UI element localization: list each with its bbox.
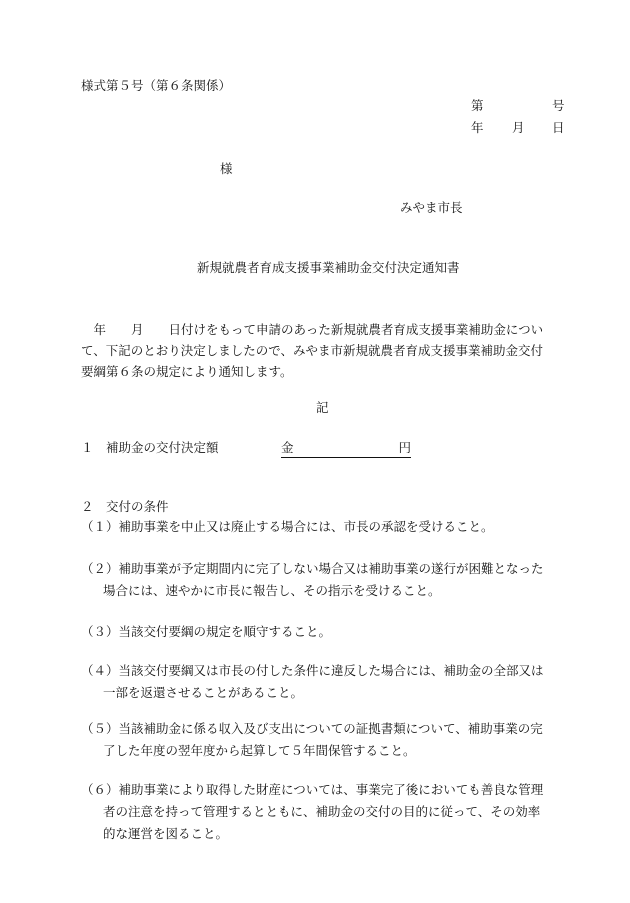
- condition-3: [81, 621, 581, 643]
- amount-prefix: 金: [281, 440, 294, 455]
- item2-label: 交付の条件: [106, 499, 169, 514]
- doc-date-year: 年: [471, 120, 484, 135]
- condition-number: （１）: [81, 519, 119, 534]
- item1-number: １: [81, 440, 94, 455]
- condition-text: 了した年度の翌年度から起算して５年間保管すること。: [103, 743, 416, 758]
- condition-text: 補助事業が予定期間内に完了しない場合又は補助事業の遂行が困難となった: [118, 561, 544, 576]
- doc-date-month: 月: [512, 120, 525, 135]
- condition-text: 当該交付要綱又は市長の付した条件に違反した場合には、補助金の全部又は: [118, 663, 544, 678]
- ki-heading: 記: [316, 400, 329, 415]
- addressee-honorific: 様: [220, 161, 233, 176]
- condition-text: 者の注意を持って管理するとともに、補助金の交付の目的に従って、その効率: [103, 804, 541, 819]
- condition-text: 当該交付要綱の規定を順守すること。: [118, 624, 332, 639]
- item2-number: ２: [81, 499, 94, 514]
- document-title: 新規就農者育成支援事業補助金交付決定通知書: [197, 260, 460, 275]
- doc-number-prefix: 第: [471, 98, 484, 113]
- condition-5: [81, 718, 581, 762]
- body-line: 年 月 日付けをもって申請のあった新規就農者育成支援事業補助金につい: [81, 322, 544, 337]
- condition-text: 的な運営を図ること。: [103, 826, 229, 841]
- condition-text: 場合には、速やかに市長に報告し、その指示を受けること。: [103, 583, 441, 598]
- issuer: みやま市長: [400, 200, 463, 215]
- body-line: て、下記のとおり決定しましたので、みやま市新規就農者育成支援事業補助金交付: [81, 343, 544, 358]
- condition-text: 当該補助金に係る収入及び支出についての証拠書類について、補助事業の完: [118, 721, 543, 736]
- amount-field: [281, 442, 411, 461]
- body-line: 要綱第６条の規定により通知します。: [81, 364, 293, 379]
- doc-number-suffix: 号: [552, 98, 565, 113]
- condition-2: [81, 558, 581, 602]
- amount-suffix: 円: [398, 440, 411, 455]
- form-label: 様式第５号（第６条関係）: [81, 78, 232, 93]
- condition-number: （２）: [81, 561, 119, 576]
- condition-text: 一部を返還させることがあること。: [103, 685, 304, 700]
- condition-4: [81, 660, 581, 704]
- condition-number: （６）: [81, 782, 119, 797]
- condition-number: （５）: [81, 721, 119, 736]
- condition-text: 補助事業により取得した財産については、事業完了後においても善良な管理: [118, 782, 544, 797]
- condition-text: 補助事業を中止又は廃止する場合には、市長の承認を受けること。: [118, 519, 494, 534]
- condition-1: [81, 516, 581, 538]
- body-paragraph: [81, 319, 581, 382]
- item1-label: 補助金の交付決定額: [106, 440, 219, 455]
- doc-date-day: 日: [552, 120, 565, 135]
- condition-number: （４）: [81, 663, 119, 678]
- condition-6: [81, 779, 581, 845]
- condition-number: （３）: [81, 624, 119, 639]
